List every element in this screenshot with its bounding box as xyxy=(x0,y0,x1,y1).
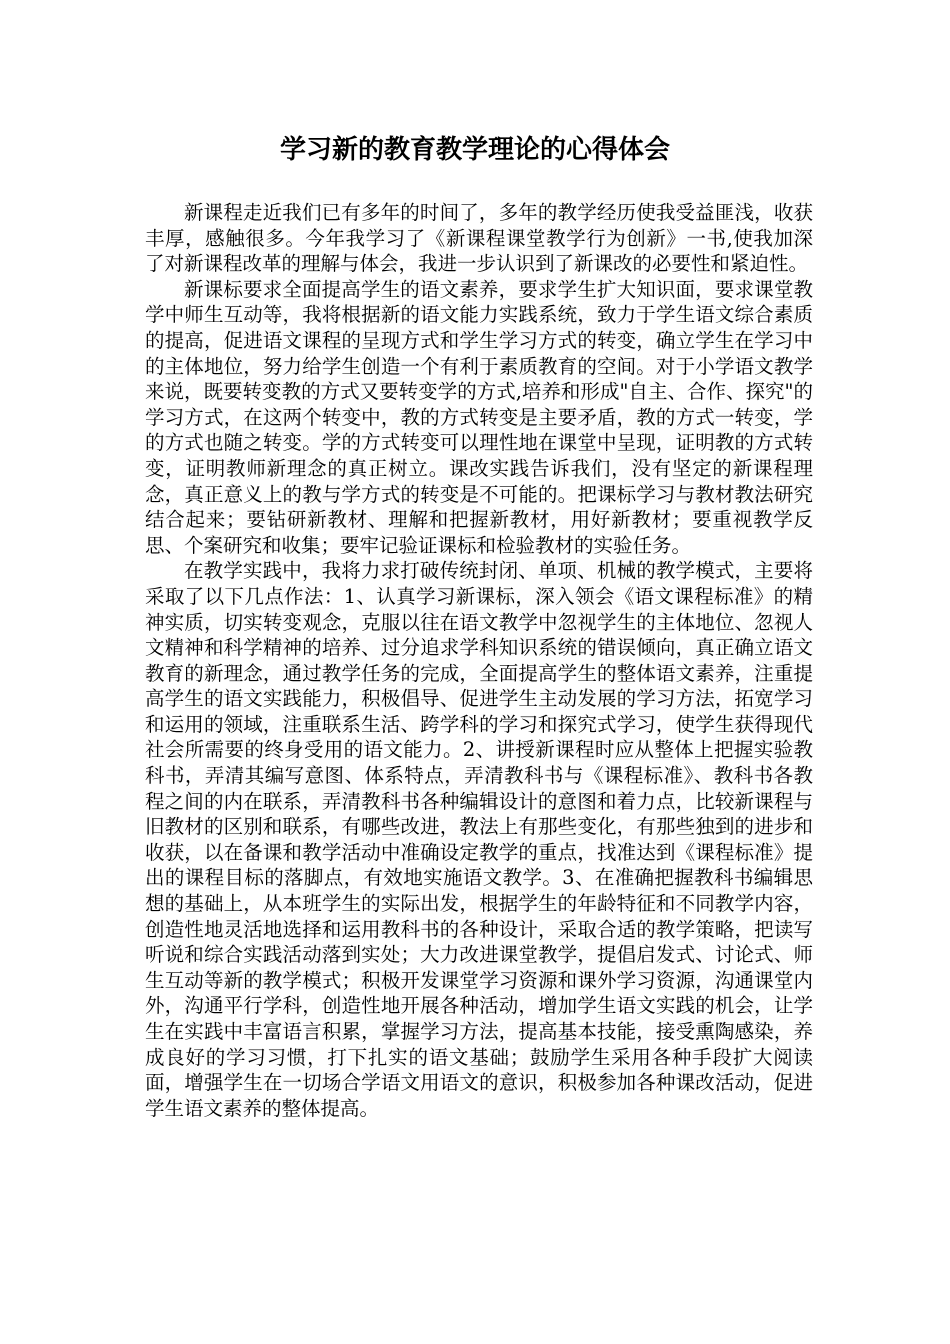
paragraph-3: 在教学实践中，我将力求打破传统封闭、单项、机械的教学模式，主要将采取了以下几点作法：1、认真学习新课标，深入领会《语文课程标准》的精神实质，切实转变观念，克服以往在语文教学中忽视学生的主体地位、忽视人文精神和科学精神的培养、过分追求学科知识系统的错误倾向，真正确立语文教育的新理念，通过教学任务的完成，全面提高学生的整体语文素养，注重提高学生的语文实践能力，积极倡导、促进学生主动发展的学习方法，拓宽学习和运用的领域，注重联系生活、跨学科的学习和探究式学习，使学生获得现代社会所需要的终身受用的语文能力。2、讲授新课程时应从整体上把握实验教科书，弄清其编写意图、体系特点，弄清教科书与《课程标准》、教科书各教程之间的内在联系，弄清教科书各种编辑设计的意图和着力点，比较新课程与旧教材的区别和联系，有哪些改进，教法上有那些变化，有那些独到的进步和收获，以在备课和教学活动中准确设定教学的重点，找准达到《课程标准》提出的课程目标的落脚点，有效地实施语文教学。3、在准确把握教科书编辑思想的基础上，从本班学生的实际出发，根据学生的年龄特征和不同教学内容，创造性地灵活地选择和运用教科书的各种设计，采取合适的教学策略，把读写听说和综合实践活动落到实处；大力改进课堂教学，提倡启发式、讨论式、师生互动等新的教学模式；积极开发课堂学习资源和课外学习资源，沟通课堂内外，沟通平行学科，创造性地开展各种活动，增加学生语文实践的机会，让学生在实践中丰富语言积累，掌握学习方法，提高基本技能，接受熏陶感染，养成良好的学习习惯，打下扎实的语文基础；鼓励学生采用各种手段扩大阅读面，增强学生在一切场合学语文用语文的意识，积极参加各种课改活动，促进学生语文素养的整体提高。 xyxy=(145,559,813,1120)
document-body xyxy=(145,200,813,1121)
document-title: 学习新的教育教学理论的心得体会 xyxy=(279,135,670,165)
paragraph-2: 新课标要求全面提高学生的语文素养，要求学生扩大知识面，要求课堂教学中师生互动等，我将根据新的语文能力实践系统，致力于学生语文综合素质的提高，促进语文课程的呈现方式和学生学习方式的转变，确立学生在学习中的主体地位，努力给学生创造一个有利于素质教育的空间。对于小学语文教学来说，既要转变教的方式又要转变学的方式,培养和形成"自主、合作、探究"的学习方式，在这两个转变中，教的方式转变是主要矛盾，教的方式一转变，学的方式也随之转变。学的方式转变可以理性地在课堂中呈现，证明教的方式转变，证明教师新理念的真正树立。课改实践告诉我们，没有坚定的新课程理念，真正意义上的教与学方式的转变是不可能的。把课标学习与教材教法研究结合起来；要钻研新教材、理解和把握新教材，用好新教材；要重视教学反思、个案研究和收集；要牢记验证课标和检验教材的实验任务。 xyxy=(145,277,813,557)
paragraph-1: 新课程走近我们已有多年的时间了，多年的教学经历使我受益匪浅，收获丰厚，感触很多。今年我学习了《新课程课堂教学行为创新》一书,使我加深了对新课程改革的理解与体会，我进一步认识到了新课改的必要性和紧迫性。 xyxy=(145,201,813,276)
